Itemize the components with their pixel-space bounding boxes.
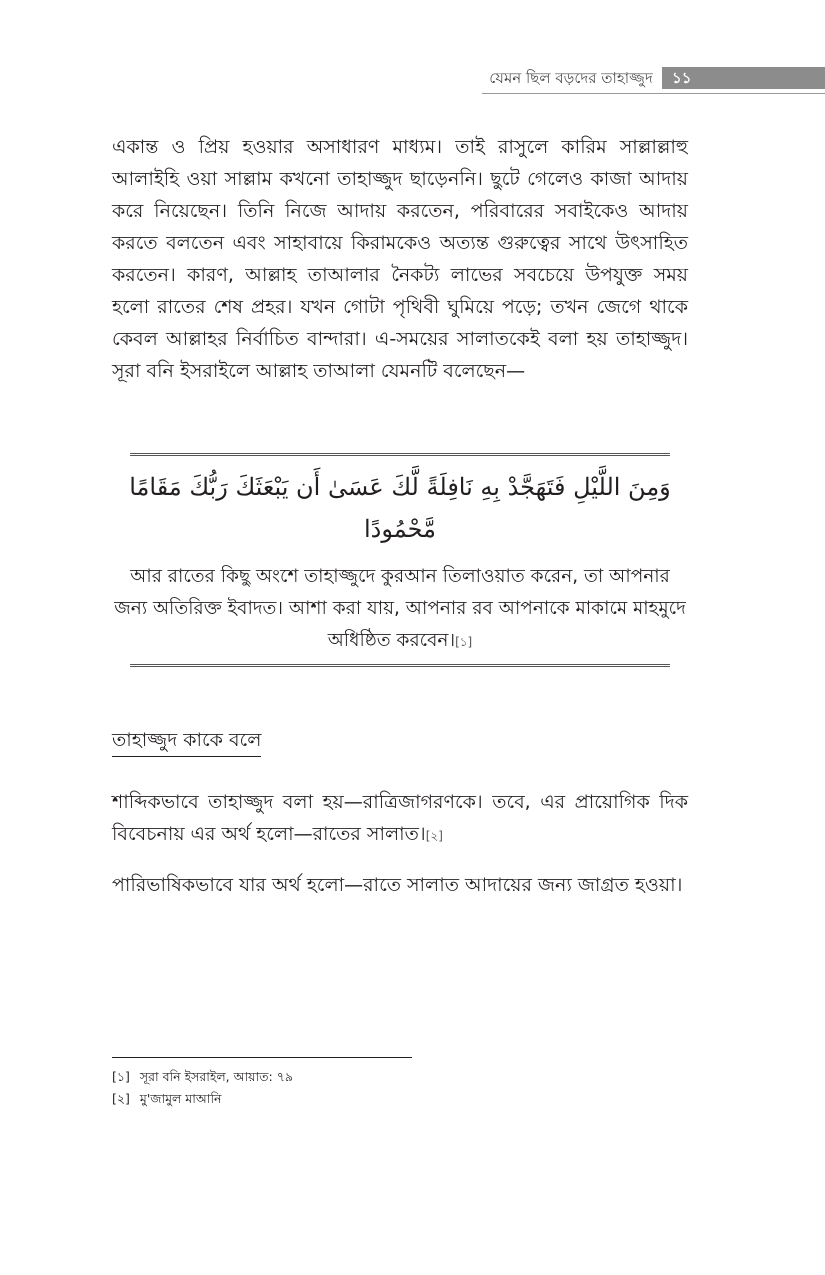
- verse-translation: [112, 561, 688, 658]
- header-rule: [482, 93, 825, 94]
- arabic-verse: وَمِنَ اللَّيْلِ فَتَهَجَّدْ بِهِ نَافِلَةً لَّكَ عَسَىٰ أَن يَبْعَثَكَ رَبُّكَ مَقَامًا مَّحْمُودًا: [129, 473, 671, 543]
- page-number: ১১: [672, 69, 692, 87]
- footnote-list: [112, 1066, 293, 1110]
- section-heading: তাহাজ্জুদ কাকে বলে: [112, 726, 261, 757]
- technical-definition-paragraph: পারিভাষিকভাবে যার অর্থ হলো—রাতে সালাত আদায়ের জন্য জাগ্রত হওয়া।: [112, 874, 683, 896]
- quote-top-rule: [130, 453, 670, 456]
- footnote-rule: [112, 1057, 412, 1058]
- footnote-reference-1[interactable]: [১]: [455, 635, 473, 649]
- footnote-mark: [২]: [112, 1091, 130, 1106]
- footnote-reference-2[interactable]: [২]: [425, 829, 443, 843]
- footnote-item: [112, 1066, 293, 1088]
- running-title: যেমন ছিল বড়দের তাহাজ্জুদ: [489, 69, 653, 87]
- footnote-mark: [১]: [112, 1069, 130, 1084]
- definition-text: শাব্দিকভাবে তাহাজ্জুদ বলা হয়—রাত্রিজাগরণকে। তবে, এর প্রায়োগিক দিক বিবেচনায় এর অর্থ হলো—রাতের সালাত।: [112, 791, 688, 845]
- running-header: [482, 66, 825, 96]
- verse-translation-text: আর রাতের কিছু অংশে তাহাজ্জুদে কুরআন তিলাওয়াত করেন, তা আপনার জন্য অতিরিক্ত ইবাদত। আশা করা যায়, আপনার রব আপনাকে মাকামে মাহমুদে অধিষ্ঠিত করবেন।: [114, 566, 686, 651]
- intro-paragraph: একান্ত ও প্রিয় হওয়ার অসাধারণ মাধ্যম। তাই রাসুলে কারিম সাল্লাল্লাহু আলাইহি ওয়া সাল্লাম কখনো তাহাজ্জুদ ছাড়েননি। ছুটে গেলেও কাজা আদায় করে নিয়েছেন। তিনি নিজে আদায় করতেন, পরিবারের সবাইকেও আদায় করতে বলতেন এবং সাহাবায়ে কিরামকেও অত্যন্ত গুরুত্বের সাথে উৎসাহিত করতেন। কারণ, আল্লাহ তাআলার নৈকট্য লাভের সবচেয়ে উপযুক্ত সময় হলো রাতের শেষ প্রহর। যখন গোটা পৃথিবী ঘুমিয়ে পড়ে; তখন জেগে থাকে কেবল আল্লাহর নির্বাচিত বান্দারা। এ-সময়ের সালাতকেই বলা হয় তাহাজ্জুদ। সূরা বনি ইসরাইলে আল্লাহ তাআলা যেমনটি বলেছেন—: [112, 136, 688, 382]
- footnote-text: সূরা বনি ইসরাইল, আয়াত: ৭৯: [139, 1069, 293, 1084]
- footnote-text: মু'জামুল মাআনি: [139, 1091, 222, 1106]
- definition-paragraph: [112, 786, 688, 852]
- page-number-bar: [662, 67, 825, 89]
- quote-bottom-rule: [130, 664, 670, 667]
- footnote-item: [112, 1088, 293, 1110]
